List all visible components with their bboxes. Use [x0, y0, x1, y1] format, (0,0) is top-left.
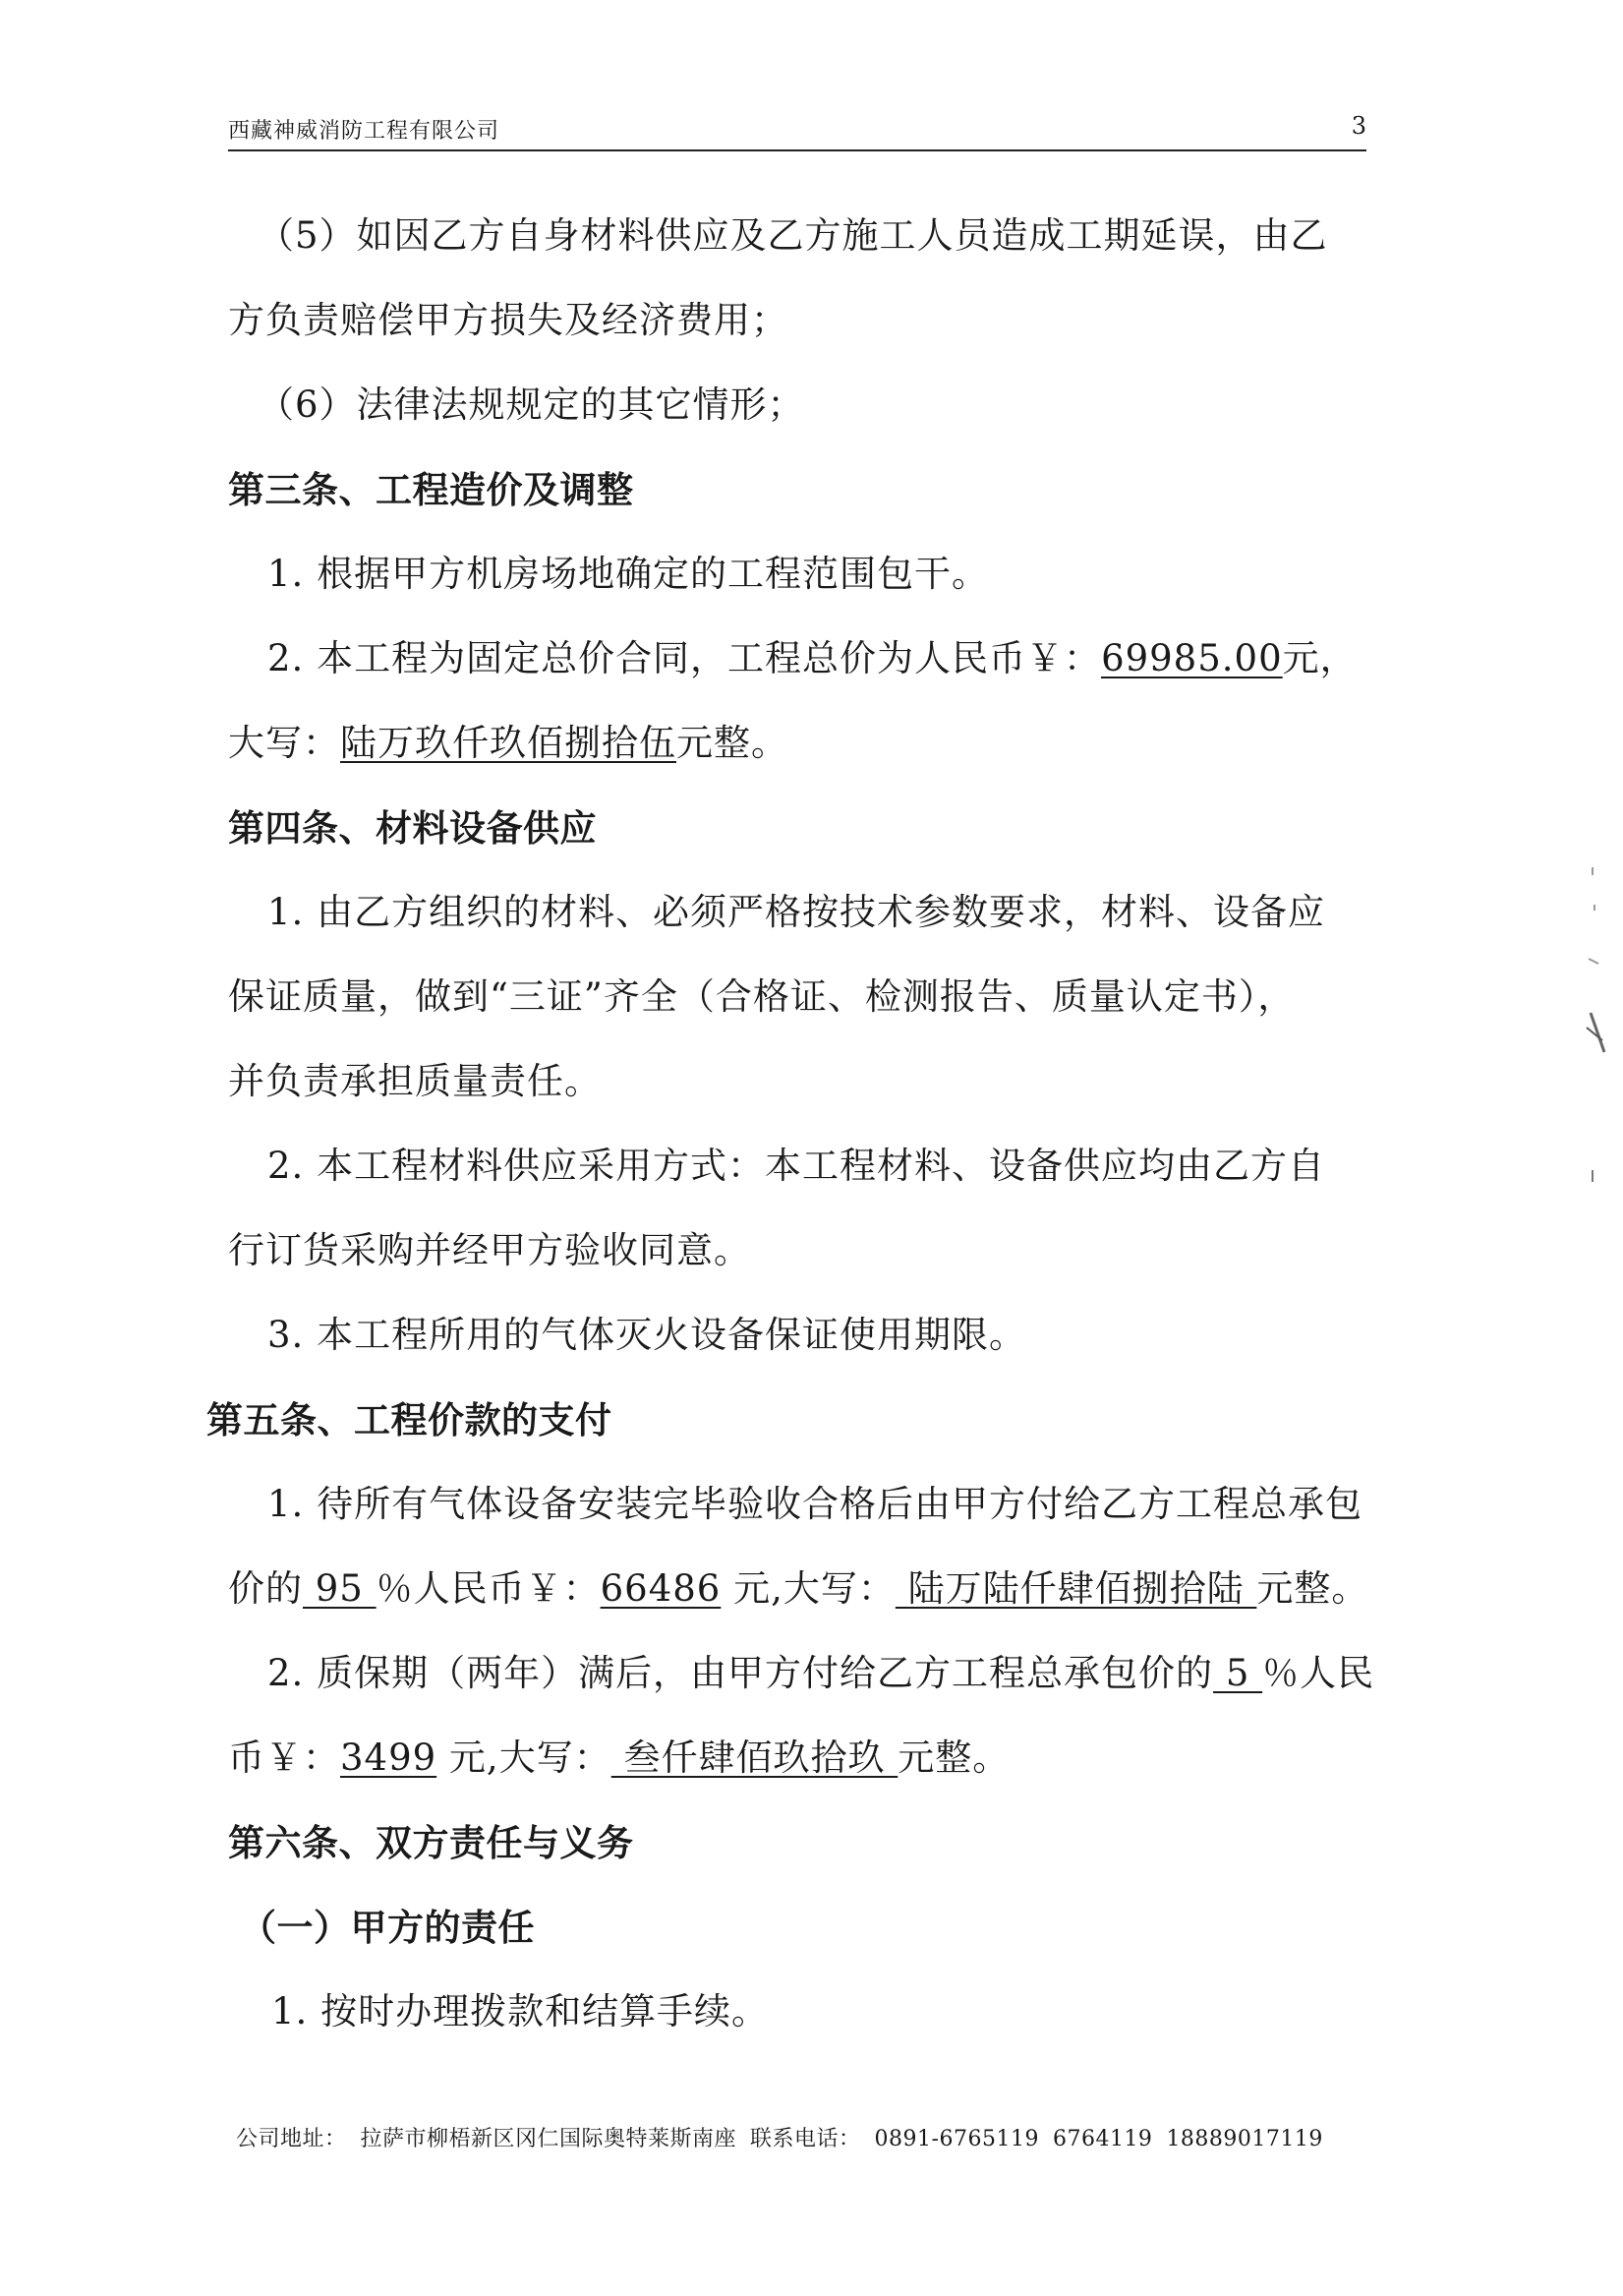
article-4-para-1-cont-b: 并负责承担质量责任。 [228, 1060, 602, 1102]
footer-phone-2: 6764119 [1052, 2127, 1153, 2151]
article-5-title: 第五条、工程价款的支付 [206, 1398, 612, 1442]
footer-phone-label: 联系电话： [750, 2127, 861, 2151]
page-number: 3 [1351, 112, 1366, 140]
article-6-title: 第六条、双方责任与义务 [228, 1821, 634, 1864]
article-6-para-1: 1. 按时办理拨款和结算手续。 [271, 1990, 770, 2032]
article-5-para-1: 1. 待所有气体设备安装完毕验收合格后由甲方付给乙方工程总承包 [267, 1483, 1363, 1525]
payment-percent-2: 5 [1213, 1652, 1263, 1694]
article-3-para-2-cont: 大写：陆万玖仟玖佰捌拾伍元整。 [228, 722, 788, 764]
page-footer [236, 2122, 1337, 2152]
payment-amount-2: 3499 [340, 1737, 437, 1779]
article-5-para-1-cont: 价的 95 ％人民币￥：66486 元,大写： 陆万陆仟肆佰捌拾陆 元整。 [228, 1567, 1369, 1610]
header-company-name: 西藏神威消防工程有限公司 [228, 119, 500, 144]
article-4-para-1-cont-a: 保证质量，做到“三证”齐全（合格证、检测报告、质量认定书）， [228, 975, 1296, 1018]
article-6-subtitle-1: （一）甲方的责任 [240, 1906, 535, 1949]
payment-words-1: 陆万陆仟肆佰捌拾陆 [895, 1567, 1257, 1610]
payment-amount-1: 66486 [600, 1567, 722, 1610]
footer-phone-3: 18889017119 [1166, 2127, 1323, 2151]
total-price-amount: 69985.00 [1101, 637, 1283, 679]
article-3-para-2: 2. 本工程为固定总价合同，工程总价为人民币￥：69985.00元， [267, 637, 1358, 679]
article-3-title: 第三条、工程造价及调整 [228, 468, 634, 511]
clause-item-6: （6）法律法规规定的其它情形； [258, 383, 805, 426]
footer-address-label: 公司地址： [236, 2127, 347, 2151]
clause-item-5: （5）如因乙方自身材料供应及乙方施工人员造成工期延误，由乙 [258, 214, 1328, 257]
footer-address: 拉萨市柳梧新区冈仁国际奥特莱斯南座 [360, 2127, 737, 2151]
payment-words-2: 叁仟肆佰玖拾玖 [610, 1737, 898, 1779]
article-4-para-2: 2. 本工程材料供应采用方式：本工程材料、设备供应均由乙方自 [267, 1145, 1326, 1187]
article-4-para-1: 1. 由乙方组织的材料、必须严格按技术参数要求，材料、设备应 [267, 891, 1326, 933]
article-4-para-2-cont: 行订货采购并经甲方验收同意。 [228, 1229, 751, 1271]
article-5-para-2-cont: 币￥：3499 元,大写： 叁仟肆佰玖拾玖 元整。 [228, 1737, 1011, 1779]
article-4-title: 第四条、材料设备供应 [228, 806, 597, 850]
article-3-para-1: 1. 根据甲方机房场地确定的工程范围包干。 [267, 553, 990, 595]
clause-item-5-cont: 方负责赔偿甲方损失及经济费用； [228, 299, 788, 341]
payment-percent-1: 95 [303, 1567, 377, 1610]
article-4-para-3: 3. 本工程所用的气体灭火设备保证使用期限。 [267, 1314, 1027, 1356]
scan-binding-marks [1581, 865, 1610, 1219]
page-header [228, 110, 1366, 151]
article-5-para-2: 2. 质保期（两年）满后，由甲方付给乙方工程总承包价的 5 ％人民 [267, 1652, 1375, 1694]
footer-phone-1: 0891-6765119 [874, 2127, 1039, 2151]
total-price-words: 陆万玖仟玖佰捌拾伍 [340, 722, 676, 764]
